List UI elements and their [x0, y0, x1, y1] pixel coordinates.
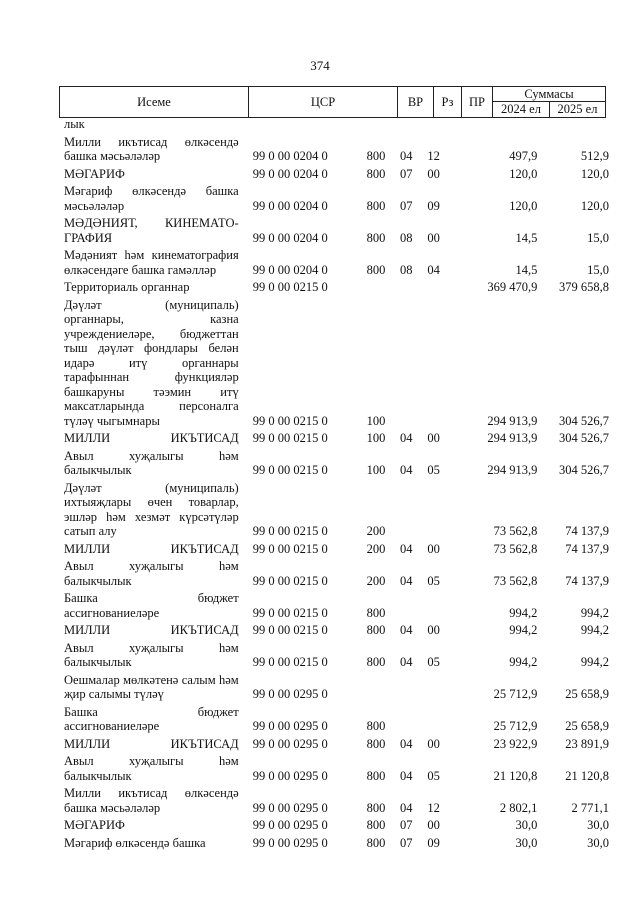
row-name: Мәдәният һәм кинематография өлкәсендәге башка гамәлләр — [64, 248, 239, 277]
row-sum-2024: 120,0 — [509, 166, 538, 181]
row-rz: 04 — [399, 623, 413, 637]
row-sum-2025: 994,2 — [580, 605, 610, 620]
row-sum-2024: 73 562,8 — [493, 573, 538, 588]
row-sum-2024: 120,0 — [509, 198, 538, 213]
row-pr: 12 — [427, 149, 440, 163]
row-sum-2025: 304 526,7 — [559, 413, 610, 428]
table-row — [64, 184, 609, 213]
row-csr: 99 0 00 0215 0 — [252, 541, 328, 556]
row-csr: 99 0 00 0204 0 — [252, 149, 328, 163]
row-name: МӘДӘНИЯТ, КИНЕМАТО-ГРАФИЯ — [64, 216, 239, 245]
table-row — [64, 298, 609, 429]
header-sums-group — [493, 87, 605, 117]
row-vr: 800 — [366, 818, 386, 832]
row-name: Милли икътисад өлкәсендә башка мәсьәләләр — [64, 786, 239, 815]
row-sum-2024: 497,9 — [509, 149, 538, 163]
row-vr: 200 — [366, 573, 386, 588]
row-sum-2024: 994,2 — [509, 623, 538, 637]
row-sum-2025: 304 526,7 — [559, 463, 610, 477]
row-vr: 800 — [366, 655, 386, 669]
row-vr: 800 — [366, 768, 386, 783]
row-pr: 00 — [427, 431, 440, 445]
row-pr: 04 — [427, 262, 440, 277]
table-row — [64, 216, 609, 245]
row-name: Башка бюджет ассигнованиеләре — [64, 591, 239, 620]
row-name: лык — [64, 117, 85, 131]
table-row — [64, 117, 609, 132]
row-sum-2025: 994,2 — [580, 655, 610, 669]
row-rz: 07 — [399, 835, 413, 850]
row-vr: 800 — [366, 262, 386, 277]
header-year-2024: 2024 ел — [493, 102, 550, 117]
row-rz: 04 — [399, 463, 413, 477]
table-row — [64, 135, 609, 164]
row-rz: 04 — [399, 800, 413, 815]
row-sum-2024: 294 913,9 — [487, 463, 538, 477]
row-csr: 99 0 00 0215 0 — [252, 280, 328, 294]
row-rz: 07 — [399, 198, 413, 213]
row-sum-2025: 15,0 — [587, 262, 610, 277]
row-name: Милли икътисад өлкәсендә башка мәсьәләләр — [64, 134, 239, 163]
row-pr: 09 — [427, 835, 440, 850]
row-csr: 99 0 00 0204 0 — [252, 198, 328, 213]
row-name: МИЛЛИ ИКЪТИСАД — [64, 736, 239, 751]
row-sum-2025: 25 658,9 — [565, 687, 610, 701]
header-name: Исеме — [60, 87, 249, 117]
page-number: 374 — [310, 58, 330, 73]
row-name: МИЛЛИ ИКЪТИСАД — [64, 541, 239, 556]
row-sum-2025: 15,0 — [587, 230, 610, 245]
table-row — [64, 280, 609, 295]
row-sum-2025: 2 771,1 — [571, 800, 610, 815]
table-row — [64, 481, 609, 539]
row-name: Дәүләт (муниципаль) ихтыяҗлары өчен товарлар, эшләр һәм хезмәт күрсәтүләр сатып алу — [64, 480, 239, 538]
row-sum-2024: 25 712,9 — [493, 719, 538, 733]
row-sum-2024: 14,5 — [515, 262, 538, 277]
row-sum-2024: 294 913,9 — [487, 413, 538, 428]
row-name: Мәгариф өлкәсендә башка — [64, 835, 206, 850]
row-sum-2024: 14,5 — [515, 230, 538, 245]
table-row — [64, 248, 609, 277]
table-row — [64, 786, 609, 815]
table-row — [64, 623, 609, 638]
row-csr: 99 0 00 0215 0 — [252, 655, 328, 669]
row-pr: 09 — [427, 198, 440, 213]
row-sum-2024: 30,0 — [515, 835, 538, 850]
row-sum-2024: 294 913,9 — [487, 431, 538, 445]
row-sum-2024: 21 120,8 — [493, 768, 538, 783]
row-csr: 99 0 00 0295 0 — [252, 719, 328, 733]
row-rz: 04 — [399, 768, 413, 783]
row-name: МӘГАРИФ — [64, 166, 125, 181]
row-csr: 99 0 00 0295 0 — [252, 768, 328, 783]
table-row — [64, 167, 609, 182]
row-csr: 99 0 00 0215 0 — [252, 463, 328, 477]
row-sum-2025: 74 137,9 — [565, 541, 610, 556]
row-vr: 100 — [366, 431, 386, 445]
row-sum-2025: 21 120,8 — [565, 768, 610, 783]
table-row — [64, 737, 609, 752]
row-csr: 99 0 00 0215 0 — [252, 623, 328, 637]
row-vr: 800 — [366, 800, 386, 815]
table-row — [64, 754, 609, 783]
row-name: Территориаль органнар — [64, 280, 190, 294]
row-name: Мәгариф өлкәсендә башка мәсьәләләр — [64, 184, 239, 213]
table-body — [64, 117, 609, 853]
row-name: Авыл хуҗалыгы һәм балыкчылык — [64, 448, 239, 477]
row-sum-2025: 120,0 — [580, 166, 610, 181]
row-sum-2025: 74 137,9 — [565, 573, 610, 588]
row-sum-2025: 23 891,9 — [565, 736, 610, 751]
row-rz: 07 — [399, 166, 413, 181]
table-row — [64, 673, 609, 702]
row-vr: 800 — [366, 149, 386, 163]
row-sum-2025: 512,9 — [580, 149, 610, 163]
row-vr: 800 — [366, 605, 386, 620]
header-vr: ВР — [398, 87, 434, 117]
row-rz: 04 — [399, 541, 413, 556]
row-pr: 00 — [427, 166, 440, 181]
row-pr: 05 — [427, 655, 440, 669]
row-sum-2025: 120,0 — [580, 198, 610, 213]
row-pr: 05 — [427, 573, 440, 588]
row-sum-2025: 379 658,8 — [559, 280, 610, 294]
row-vr: 800 — [366, 736, 386, 751]
row-csr: 99 0 00 0215 0 — [252, 605, 328, 620]
row-vr: 100 — [366, 463, 386, 477]
row-sum-2025: 30,0 — [587, 835, 610, 850]
row-pr: 00 — [427, 736, 440, 751]
row-vr: 800 — [366, 835, 386, 850]
row-csr: 99 0 00 0295 0 — [252, 800, 328, 815]
row-rz: 07 — [399, 818, 413, 832]
row-vr: 800 — [366, 623, 386, 637]
row-vr: 800 — [366, 166, 386, 181]
table-row — [64, 641, 609, 670]
row-sum-2024: 73 562,8 — [493, 541, 538, 556]
row-csr: 99 0 00 0215 0 — [252, 413, 328, 428]
row-csr: 99 0 00 0215 0 — [252, 431, 328, 445]
row-sum-2024: 73 562,8 — [493, 524, 538, 538]
row-csr: 99 0 00 0204 0 — [252, 262, 328, 277]
row-csr: 99 0 00 0215 0 — [252, 573, 328, 588]
row-vr: 800 — [366, 198, 386, 213]
row-csr: 99 0 00 0295 0 — [252, 818, 328, 832]
row-csr: 99 0 00 0295 0 — [252, 835, 328, 850]
row-sum-2024: 25 712,9 — [493, 687, 538, 701]
row-name: МИЛЛИ ИКЪТИСАД — [64, 431, 239, 445]
row-sum-2024: 2 802,1 — [499, 800, 538, 815]
row-name: МӘГАРИФ — [64, 818, 125, 832]
row-sum-2025: 30,0 — [587, 818, 610, 832]
header-csr: ЦСР — [249, 87, 398, 117]
row-pr: 00 — [427, 623, 440, 637]
row-sum-2025: 74 137,9 — [565, 524, 610, 538]
row-csr: 99 0 00 0295 0 — [252, 687, 328, 701]
row-csr: 99 0 00 0204 0 — [252, 230, 328, 245]
row-rz: 04 — [399, 655, 413, 669]
row-sum-2024: 994,2 — [509, 605, 538, 620]
row-pr: 00 — [427, 230, 440, 245]
table-row — [64, 705, 609, 734]
row-sum-2024: 23 922,9 — [493, 736, 538, 751]
row-rz: 04 — [399, 736, 413, 751]
row-pr: 00 — [427, 818, 440, 832]
row-rz: 08 — [399, 262, 413, 277]
row-name: Авыл хуҗалыгы һәм балыкчылык — [64, 559, 239, 588]
row-pr: 00 — [427, 541, 440, 556]
header-year-2025: 2025 ел — [557, 102, 598, 116]
row-vr: 100 — [366, 413, 386, 428]
row-vr: 800 — [366, 230, 386, 245]
row-sum-2024: 369 470,9 — [487, 280, 538, 294]
table-row — [64, 431, 609, 446]
row-csr: 99 0 00 0215 0 — [252, 524, 328, 538]
table-row — [64, 542, 609, 557]
row-pr: 12 — [427, 800, 440, 815]
row-name: Дәүләт (муниципаль) органнары, казна учреждениеләре, бюджеттан тыш дәүләт фондлары белән идарә итү органнары тарафыннан функцияләр башкаруны тәэмин итү максатларында персоналга түләү чыгымнары — [64, 297, 239, 428]
table-row — [64, 836, 609, 851]
row-csr: 99 0 00 0204 0 — [252, 166, 328, 181]
row-rz: 08 — [399, 230, 413, 245]
row-sum-2024: 994,2 — [509, 655, 538, 669]
row-pr: 05 — [427, 768, 440, 783]
row-vr: 800 — [366, 719, 386, 733]
header-pr: ПР — [462, 87, 493, 117]
row-rz: 04 — [399, 149, 413, 163]
row-name: Башка бюджет ассигнованиеләре — [64, 704, 239, 733]
table-row — [64, 818, 609, 833]
row-name: Оешмалар мөлкәтенә салым һәм җир салымы түләү — [64, 672, 239, 701]
row-vr: 200 — [366, 524, 386, 538]
row-name: Авыл хуҗалыгы һәм балыкчылык — [64, 640, 239, 669]
row-sum-2025: 304 526,7 — [559, 431, 610, 445]
table-row — [64, 449, 609, 478]
table-row — [64, 591, 609, 620]
row-rz: 04 — [399, 573, 413, 588]
table-header — [59, 86, 606, 118]
header-rz: Рз — [434, 87, 462, 117]
row-sum-2025: 994,2 — [580, 623, 610, 637]
header-sums: Суммасы — [493, 87, 605, 102]
row-name: МИЛЛИ ИКЪТИСАД — [64, 623, 239, 637]
row-csr: 99 0 00 0295 0 — [252, 736, 328, 751]
row-rz: 04 — [399, 431, 413, 445]
row-vr: 200 — [366, 541, 386, 556]
table-row — [64, 559, 609, 588]
row-pr: 05 — [427, 463, 440, 477]
row-sum-2025: 25 658,9 — [565, 719, 610, 733]
row-name: Авыл хуҗалыгы һәм балыкчылык — [64, 754, 239, 783]
row-sum-2024: 30,0 — [515, 818, 538, 832]
